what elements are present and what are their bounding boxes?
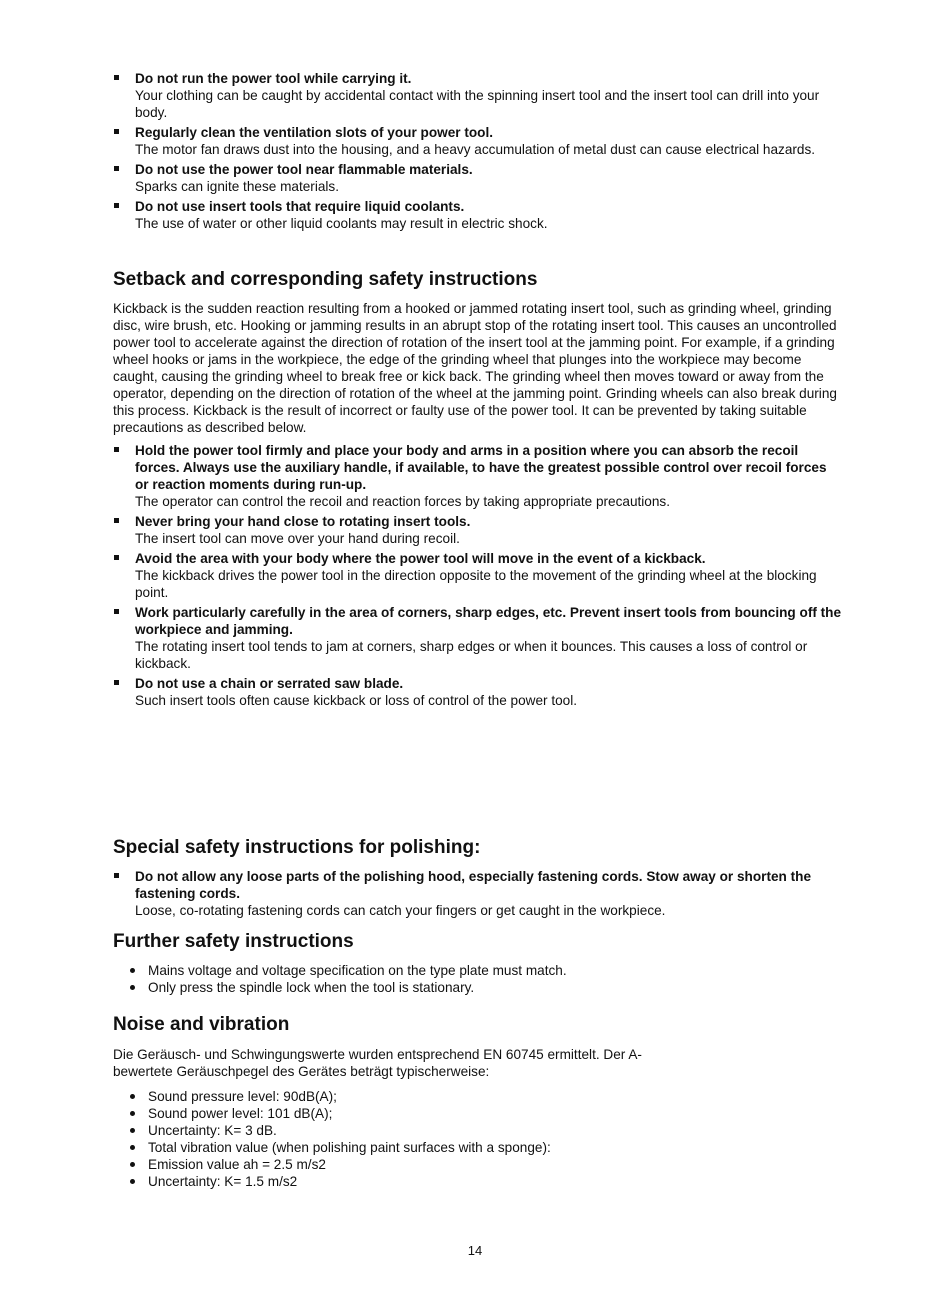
- item-description: The kickback drives the power tool in the direction opposite to the movement of the grinding wheel at the blocking point.: [135, 568, 817, 600]
- list-item: Total vibration value (when polishing paint surfaces with a sponge):: [128, 1139, 828, 1156]
- list-item: [113, 124, 843, 158]
- list-item: Mains voltage and voltage specification on the type plate must match.: [128, 962, 828, 979]
- page-number: 14: [467, 1243, 483, 1258]
- item-title: Do not use insert tools that require liquid coolants.: [135, 199, 465, 214]
- kickback-intro: Kickback is the sudden reaction resulting from a hooked or jammed rotating insert tool, such as grinding wheel, grinding disc, wire brush, etc. Hooking or jamming results in an abrupt stop of the rotating insert tool. This causes an uncontrolled power tool to accelerate against the direction of rotation of the insert tool at the jamming point. For example, if a grinding wheel hooks or jams in the workpiece, the edge of the grinding wheel that plunges into the workpiece may become caught, causing the grinding wheel to break free or kick back. The grinding wheel then moves toward or away from the operator, depending on the direction of rotation of the wheel at the jamming point. Grinding wheels can also break during this process. Kickback is the result of incorrect or faulty use of the power tool. It can be prevented by taking suitable precautions as described below.: [113, 301, 837, 435]
- polishing-safety-list: [113, 868, 843, 922]
- noise-values-list: [128, 1088, 828, 1190]
- list-item: [113, 198, 843, 232]
- list-item: [113, 513, 843, 547]
- list-item: [113, 868, 843, 919]
- further-safety-list: [128, 962, 828, 996]
- item-description: Sparks can ignite these materials.: [135, 179, 340, 194]
- noise-intro: Die Geräusch- und Schwingungswerte wurden entsprechend EN 60745 ermittelt. Der A-bewertete Geräuschpegel des Gerätes beträgt typischerweise:: [113, 1047, 642, 1079]
- item-description: The motor fan draws dust into the housing, and a heavy accumulation of metal dust can cause electrical hazards.: [135, 142, 816, 157]
- list-item: [113, 70, 843, 121]
- item-description: The use of water or other liquid coolants may result in electric shock.: [135, 216, 548, 231]
- item-description: Your clothing can be caught by accidental contact with the spinning insert tool and the insert tool can drill into your body.: [135, 88, 820, 120]
- item-title: Regularly clean the ventilation slots of your power tool.: [135, 125, 494, 140]
- polishing-heading: Special safety instructions for polishing:: [113, 837, 481, 858]
- item-title: Do not use a chain or serrated saw blade.: [135, 676, 404, 691]
- item-title: Do not allow any loose parts of the polishing hood, especially fastening cords. Stow away or shorten the fastening cords.: [135, 869, 812, 901]
- item-title: Work particularly carefully in the area of corners, sharp edges, etc. Prevent insert tools from bouncing off the workpiece and jamming.: [135, 605, 842, 637]
- item-title: Do not run the power tool while carrying it.: [135, 71, 412, 86]
- list-item: Uncertainty: K= 3 dB.: [128, 1122, 828, 1139]
- item-title: Avoid the area with your body where the power tool will move in the event of a kickback.: [135, 551, 706, 566]
- list-item: [113, 161, 843, 195]
- list-item: [113, 604, 843, 672]
- noise-heading: Noise and vibration: [113, 1014, 290, 1035]
- item-description: Loose, co-rotating fastening cords can catch your fingers or get caught in the workpiece.: [135, 903, 666, 918]
- item-description: The rotating insert tool tends to jam at corners, sharp edges or when it bounces. This causes a loss of control or kickback.: [135, 639, 808, 671]
- list-item: Sound pressure level: 90dB(A);: [128, 1088, 828, 1105]
- general-safety-list: [113, 70, 843, 235]
- list-item: [113, 675, 843, 709]
- kickback-heading: Setback and corresponding safety instructions: [113, 269, 538, 290]
- item-description: The operator can control the recoil and reaction forces by taking appropriate precautions.: [135, 494, 670, 509]
- item-description: The insert tool can move over your hand during recoil.: [135, 531, 460, 546]
- item-title: Hold the power tool firmly and place your body and arms in a position where you can absorb the recoil forces. Always use the auxiliary handle, if available, to have the greatest possible control over recoil forces or reaction moments during run-up.: [135, 443, 827, 492]
- list-item: [113, 550, 843, 601]
- item-title: Do not use the power tool near flammable materials.: [135, 162, 473, 177]
- item-description: Such insert tools often cause kickback or loss of control of the power tool.: [135, 693, 578, 708]
- kickback-safety-list: [113, 442, 843, 712]
- list-item: [113, 442, 843, 510]
- item-title: Never bring your hand close to rotating insert tools.: [135, 514, 471, 529]
- further-heading: Further safety instructions: [113, 931, 354, 952]
- list-item: Sound power level: 101 dB(A);: [128, 1105, 828, 1122]
- list-item: Emission value ah = 2.5 m/s2: [128, 1156, 828, 1173]
- list-item: Uncertainty: K= 1.5 m/s2: [128, 1173, 828, 1190]
- list-item: Only press the spindle lock when the tool is stationary.: [128, 979, 828, 996]
